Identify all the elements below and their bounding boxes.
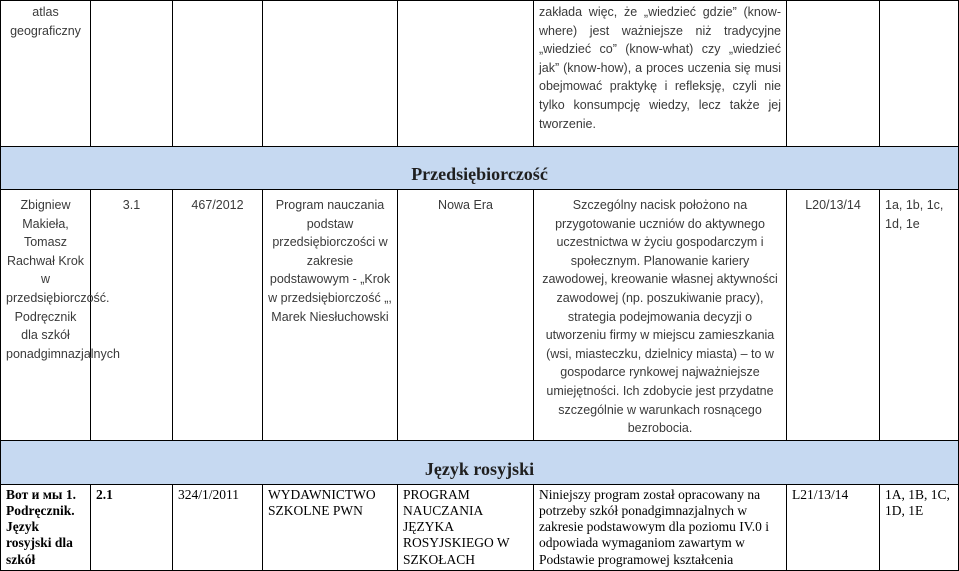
description-text: Niniejszy program został opracowany na potrzeby szkół ponadgimnazjalnych w zakresie podstawowym dla poziomu IV.0 i odpowiada wymaganiom zawartym w Podstawie programowej kształcenia [539, 486, 769, 567]
author-text: Вот и мы 1. Podręcznik. Język rosyjski dla szkół [6, 486, 76, 567]
classes-text: 1A, 1B, 1C, 1D, 1E [885, 486, 950, 518]
code-text: L21/13/14 [792, 486, 849, 502]
number-text: 2.1 [96, 486, 113, 502]
table-row [1, 190, 959, 441]
section-title: Przedsiębiorczość [411, 164, 548, 184]
code-cell [787, 190, 880, 441]
section-header-row [1, 440, 959, 484]
number-cell [91, 1, 173, 147]
program-cell [263, 190, 398, 441]
program-cell [398, 484, 534, 570]
table-row [1, 484, 959, 570]
description-cell [534, 484, 787, 570]
description-text: Szczególny nacisk położono na przygotowanie uczniów do aktywnego uczestnictwa w życiu gospodarczym i społecznym. Planowanie kariery zawodowej, kreowanie własnej aktywności zawodowej (np. poszukiwanie pracy), strategia podejmowania decyzji o utworzeniu firmy w miejscu zamieszkania (wsi, miasteczku, dzielnicy miasta) – to w gospodarce rynkowej najważniejsze umiejętności. Ich zdobycie jest przydatne szczególnie w warunkach rosnącego bezrobocia. [542, 198, 778, 436]
number-text: 3.1 [122, 198, 141, 212]
publisher-text: Nowa Era [438, 198, 493, 212]
program-text: Program nauczania podstaw przedsiębiorczości w zakresie podstawowym - „Krok w przedsiębiorczość „, Marek Niesłuchowski [268, 198, 392, 324]
code-cell [787, 484, 880, 570]
publisher-cell [398, 1, 534, 147]
code-text: L20/13/14 [805, 198, 861, 212]
classes-text: 1a, 1b, 1c, 1d, 1e [885, 198, 944, 231]
number-cell [91, 190, 173, 441]
table-row [1, 1, 959, 147]
publisher-text: WYDAWNICTWO SZKOLNE PWN [268, 486, 376, 518]
section-header [1, 440, 959, 484]
number-cell [91, 484, 173, 570]
reg-text: 467/2012 [191, 198, 244, 212]
description-cell [534, 1, 787, 147]
program-cell [263, 1, 398, 147]
section-header-row [1, 147, 959, 190]
author-cell [1, 1, 91, 147]
reg-text: 324/1/2011 [178, 486, 240, 502]
classes-cell [880, 190, 959, 441]
classes-cell [880, 484, 959, 570]
description-text: zakłada więc, że „wiedzieć gdzie” (know-where) jest ważniejsze niż tradycyjne „wiedzieć co” (know-what) czy „wiedzieć jak” (know-how), a proces uczenia się musi obejmować praktykę i refleksję, czyli nie tylko konsumpcję wiedzy, lecz także jej tworzenie. [539, 5, 781, 131]
description-cell [534, 190, 787, 441]
author-text: Zbigniew Makieła, Tomasz Rachwał Krok w przedsiębiorczość. Podręcznik dla szkół ponadgimnazjalnych [6, 198, 120, 361]
section-header [1, 147, 959, 190]
reg-cell [173, 484, 263, 570]
reg-cell [173, 190, 263, 441]
section-title: Język rosyjski [424, 458, 535, 479]
program-text: PROGRAM NAUCZANIA JĘZYKA ROSYJSKIEGO W SZKOŁACH [403, 486, 510, 567]
classes-cell [880, 1, 959, 147]
publisher-cell [398, 190, 534, 441]
author-cell [1, 484, 91, 570]
code-cell [787, 1, 880, 147]
author-cell [1, 190, 120, 441]
author-text: atlas geograficzny [10, 5, 81, 38]
publisher-cell [263, 484, 398, 570]
reg-cell [173, 1, 263, 147]
